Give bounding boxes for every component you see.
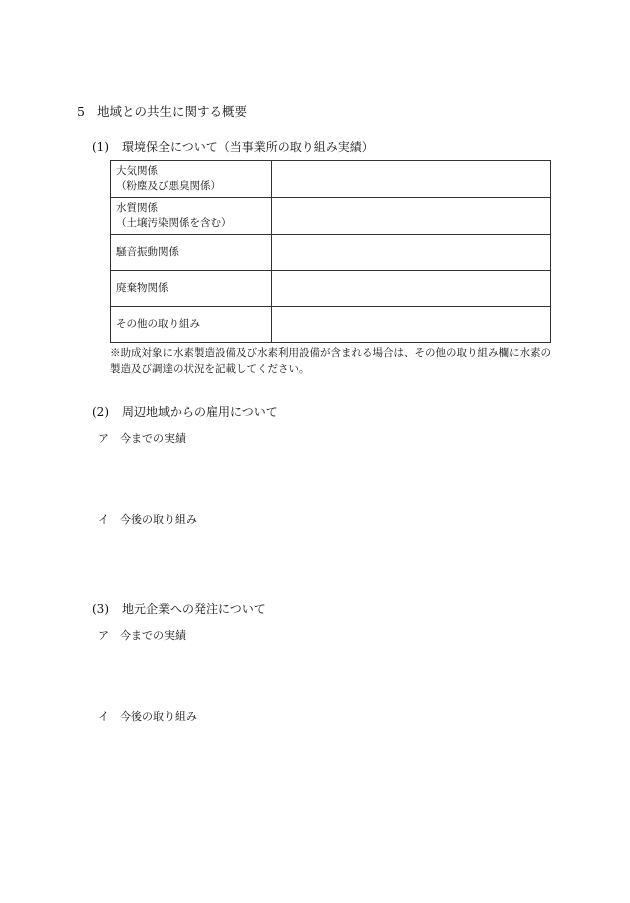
orders-future bbox=[98, 708, 197, 724]
label-line-sub: （粉塵及び悪臭関係） bbox=[116, 180, 221, 192]
row-label-air bbox=[111, 161, 272, 198]
row-value-water[interactable] bbox=[272, 198, 551, 235]
orders-title: 地元企業への発注について bbox=[122, 602, 266, 616]
table-row bbox=[111, 271, 551, 307]
section-number: 5 bbox=[77, 104, 85, 119]
label-line: 大気関係 bbox=[116, 165, 158, 177]
employment-title: 周辺地域からの雇用について bbox=[122, 405, 278, 419]
item-kana: ア bbox=[98, 432, 109, 445]
table-row bbox=[111, 235, 551, 271]
env-title: 環境保全について（当事業所の取り組み実績） bbox=[122, 140, 374, 154]
row-label-noise: 騒音振動関係 bbox=[111, 235, 272, 271]
env-note: ※助成対象に水素製造設備及び水素利用設備が含まれる場合は、その他の取り組み欄に水素の製造及び調達の状況を記載してください。 bbox=[110, 347, 551, 375]
env-table bbox=[110, 160, 551, 343]
employment-past bbox=[98, 430, 186, 446]
item-kana: イ bbox=[98, 710, 109, 723]
employment-number: (2) bbox=[92, 405, 109, 419]
row-label-other: その他の取り組み bbox=[111, 307, 272, 343]
row-value-other[interactable] bbox=[272, 307, 551, 343]
table-row bbox=[111, 307, 551, 343]
employment-future bbox=[98, 511, 197, 527]
item-label: 今までの実績 bbox=[120, 432, 186, 445]
label-line: 水質関係 bbox=[116, 202, 158, 214]
orders-heading bbox=[92, 600, 266, 617]
orders-number: (3) bbox=[92, 602, 109, 616]
env-number: (1) bbox=[92, 140, 109, 154]
env-heading bbox=[92, 138, 374, 155]
item-kana: ア bbox=[98, 629, 109, 642]
item-label: 今後の取り組み bbox=[120, 710, 197, 723]
section-heading bbox=[77, 102, 247, 120]
label-line-sub: （土壌汚染関係を含む） bbox=[116, 217, 232, 229]
item-label: 今後の取り組み bbox=[120, 513, 197, 526]
row-value-noise[interactable] bbox=[272, 235, 551, 271]
table-row bbox=[111, 198, 551, 235]
item-label: 今までの実績 bbox=[120, 629, 186, 642]
row-label-water bbox=[111, 198, 272, 235]
row-value-waste[interactable] bbox=[272, 271, 551, 307]
section-title: 地域との共生に関する概要 bbox=[97, 104, 248, 119]
table-row bbox=[111, 161, 551, 198]
item-kana: イ bbox=[98, 513, 109, 526]
employment-heading bbox=[92, 403, 278, 420]
row-value-air[interactable] bbox=[272, 161, 551, 198]
orders-past bbox=[98, 627, 186, 643]
row-label-waste: 廃棄物関係 bbox=[111, 271, 272, 307]
